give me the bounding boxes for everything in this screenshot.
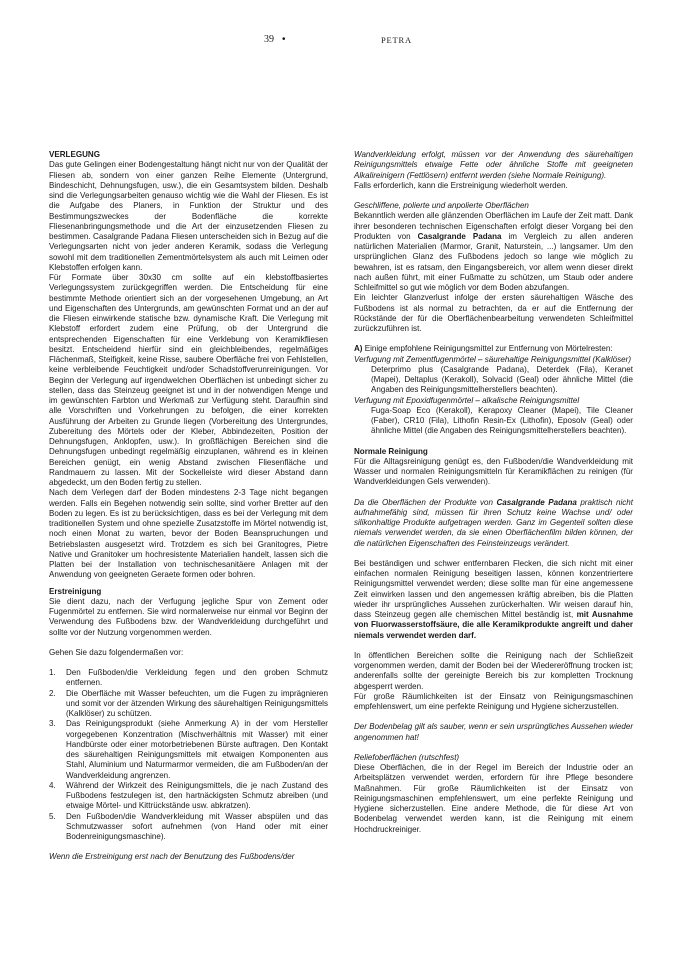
steps-list [49,668,328,842]
list-item: 2. Die Oberfläche mit Wasser befeuchten, um die Fugen zu imprägnieren und somit vor der ätzenden Wirkung des säurehaltigen Reinigungsmittels (Kalklöser) zu schützen. [49,688,328,718]
page-number: 39 [264,34,274,45]
list-item: 1. Den Fußboden/die Verkleidung fegen und den groben Schmutz entfernen. [49,668,328,688]
paragraph: Nach dem Verlegen darf der Boden mindestens 2-3 Tage nicht begangen werden. Falls ein Begehen notwendig sein sollte, sind vorher Bretter auf den Boden zu legen. Es ist zu berücksichtigen, dass es bei der Verlegung mit dem traditionellen System und ohne spezielle Zusatzstoffe im Mörtel notwendig ist, noch einen Monat zu warten, bevor der Boden Beanspruchungen und Betriebslasten ausgesetzt wird. Trotzdem es sich bei Granitogres, Pietre Native und Granitoker um hochresistente Materialien handelt, lassen sich die Platten bei der Installation von technischesanitäere Anlagen mit der Anwendung von geeigneten Geraete formen oder bohren. [49,488,328,580]
paragraph: Wenn die Erstreinigung erst nach der Benutzung des Fußbodens/der [49,852,295,862]
section-title-erstreinigung: Erstreinigung [49,586,102,596]
paragraph: Für Formate über 30x30 cm sollte auf ein klebstoffbasiertes Verlegungssystem zurückgegriffen werden. Die Entscheidung für eine bestimmte Methode orientiert sich an der vorgesehenen Umgebung, an Art und Eigenschaften des Untergrunds, am gewünschten Format und an der auf die Fliesen einwirkende statische bzw. dynamische Kraft. Die Verlegung mit Klebstoff erfordert zudem eine Prüfung, ob der Untergrund die entsprechenden Eigenschaften für eine Verklebung von Keramikfliesen besitzt. Entscheidend hierfür sind ein gleichbleibendes, regelmäßiges Flächenmaß, Steifigkeit, keine Risse, saubere Oberfläche frei von Fehlstellen, keine verbleibende Feuchtigkeit und/oder Schadstoffverunreinigungen. Vor Beginn der Verlegung auf irgendwelchen Oberflächen ist unbedingt sicher zu stellen, dass das Steinzeug geeignet ist und in der notwendigen Menge und im gewünschten Farbton und Werkmaß zur Verfügung steht. Daraufhin sind alle Vorschriften und Vorkehrungen zu befolgen, die einer korrekten Ausführung der Arbeiten zu Grunde liegen (Vorbereitung des Untergrundes, Zubereitung des Mörtels oder der Kleber, Abbindezeiten, Position der Dehnungsfugen, Anklopfen, usw.). In großflächigen Bereichen sind die Dehnungsfugen unbedingt regelmäßig einzuplanen, während es in kleinen Bereichen genügt, ein wenig Abstand zwischen Fliesenfläche und Randmauern zu lassen. Mit der Sockelleiste wird dieser Abstand dann abgedeckt, um den Boden fertig zu stellen. [49,273,328,487]
paragraph: Bei beständigen und schwer entfernbaren Flecken, die sich nicht mit einer einfachen normalen Reinigung beseitigen lassen, können konzentriertere Reinigungsmittel verwendet werden; diese sollte man für eine angemessene Zeit einwirken lassen und den angemessen kräftig abreiben, bis die Platten wieder ihr ursprüngliches Aussehen zurückerhalten. Wir weisen darauf hin, dass Steinzeug gegen alle chemischen Mittel beständig ist, mit Ausnahme von Fluorwasserstoffsäure, die alle Keramikprodukte angreift und daher niemals verwendet werden darf. [354,558,633,640]
list-item: 4. Während der Wirkzeit des Reinigungsmittels, die je nach Zustand des Fußbodens festzulegen ist, den hartnäckigsten Schmutz abreiben (und etwaige Mörtel- und Kittrückstände usw. abkratzen). [49,780,328,811]
paragraph: Deterprimo plus (Casalgrande Padana), Deterdek (Fila), Keranet (Mapei), Deltaplus (Kerakoll), Solvacid (Geal) oder ähnliche Mittel (die Angaben des Reinigungsmittelherstellers beachten). [371,364,633,395]
subsection-title-zement: Verfugung mit Zementfugenmörtel – säurehaltige Reinigungsmittel (Kalklöser) [354,354,632,364]
brand-name: PETRA [381,35,412,45]
list-item: 5. Den Fußboden/die Wandverkleidung mit Wasser abspülen und das Schmutzwasser sofort aufnehmen (von Hand oder mit einer Bodenreinigungsmaschine). [49,811,328,841]
page-header [0,34,678,48]
note-a: A) Einige empfohlene Reinigungsmittel zur Entfernung von Mörtelresten: [354,344,613,354]
header-separator: • [282,34,286,45]
subsection-title-polished: Geschliffene, polierte und anpolierte Oberflächen [354,201,529,210]
subsection-title-relief: Reliefoberflächen (rutschfest) [354,752,460,762]
section-title-verlegung: VERLEGUNG [49,150,100,159]
paragraph: Falls erforderlich, kann die Erstreinigung wiederholt werden. [354,180,568,190]
paragraph: Das gute Gelingen einer Bodengestaltung hängt nicht nur von der Qualität der Fliesen ab, sondern von einer ganzen Reihe Elemente (Untergrund, Bindeschicht, Dehnungsfugen, usw.), die ein Gesamtsystem bilden. Deshalb sind die Verlegungsarbeiten genauso wichtig wie die Wahl der Fliesen. Es ist die Aufgabe des Planers, in Funktion der Struktur und des Bestimmungszweckes der Bodenfläche die korrekte Fliesenanbringungsmethode und die Art der einzusetzenden Fliesen zu bestimmen. Casalgrande Padana Fliesen unterscheiden sich in Bezug auf die Verlegungsarten nicht von jeder anderen Keramik, sodass die Verlegung sowohl mit dem traditionellen Zementmörtelsystem als auch mit Leimen oder Klebstoffen erfolgen kann. [49,160,328,272]
paragraph: Der Bodenbelag gilt als sauber, wenn er sein ursprüngliches Aussehen wieder angenommen hat! [354,722,633,742]
paragraph: Da die Oberflächen der Produkte von Casalgrande Padana praktisch nicht aufnahmefähig sind, müssen für ihren Schutz keine Wachse und/ oder silikonhaltige Produkte aufgetragen werden. Ganz im Gegenteil sollten diese niemals verwendet werden, da sie einen Oberflächenfilm bilden können, der die natürlichen Eigenschaften des Feinsteinzeugs verändert. [354,497,633,548]
paragraph: Diese Oberflächen, die in der Regel im Bereich der Industrie oder an Arbeitsplätzen verwendet werden, erfordern für ihre Pflege besondere Maßnahmen. Für große Räumlichkeiten ist der Einsatz von Reinigungsmaschinen empfehlenswert, um eine perfekte Reinigung und Hygiene sicherzustellen. Eine andere Methode, die für diese Art von Bodenbelag verwendet werden kann, ist die Reinigung mit einem Hochdruckreiniger. [354,763,633,834]
right-column [354,150,633,835]
section-title-normale-reinigung: Normale Reinigung [354,446,428,456]
paragraph: Gehen Sie dazu folgendermaßen vor: [49,647,184,657]
list-item: 3. Das Reinigungsprodukt (siehe Anmerkung A) in der vom Hersteller vorgegebenen Konzentration (Mischverhältnis mit Wasser) mit einer Handbürste oder einer motorbetriebenen Bürste auftragen. Den Kontakt des säurehaltigen Reinigungsmittels mit etwaigen Komponenten aus Stahl, Aluminium und Naturmarmor vermeiden, die am Fußboden/an der Wandverkleidung angrenzen. [49,719,328,780]
paragraph: Sie dient dazu, nach der Verfugung jegliche Spur von Zement oder Fugenmörtel zu entfernen. Sie wird normalerweise nur einmal vor Beginn der Verwendung des Fußbodens bzw. der Wandverkleidung durchgeführt und sollte vor der Nutzung vorgenommen werden. [49,596,328,637]
paragraph: Bekanntlich werden alle glänzenden Oberflächen im Laufe der Zeit matt. Dank ihrer besonderen technischen Eigenschaften erfolgt dieser Vorgang bei den Produkten von Casalgrande Padana im Vergleich zu allen anderen natürlichen Materialien (Marmor, Granit, Naturstein, ...) langsamer. Um den ursprünglichen Glanz des Fußbodens jedoch so lange wie möglich zu bewahren, ist es ratsam, den Eingangsbereich, vor allem wenn dieser direkt nach außen führt, mit einer Fußmatte zu schützen, um Staub oder andere Schleifmittel so gut wie möglich vor dem Boden abzufangen. [354,211,633,292]
subsection-title-epoxid: Verfugung mit Epoxidfugenmörtel – alkalische Reinigungsmittel [354,395,580,405]
paragraph: Wandverkleidung erfolgt, müssen vor der Anwendung des säurehaltigen Reinigungsmittels etwaige Fette oder ähnliche Stoffe mit geeigneten Alkalireinigern (Fettlösern) entfernt werden (siehe Normale Reinigung). [354,150,633,180]
paragraph: Für die Alltagsreinigung genügt es, den Fußboden/die Wandverkleidung mit Wasser und normalen Reinigungsmitteln für Keramikflächen zu reinigen (für Wandverkleidungen Gels verwenden). [354,456,633,487]
paragraph: Fuga-Soap Eco (Kerakoll), Kerapoxy Cleaner (Mapei), Tile Cleaner (Faber), CR10 (Fila), Lithofin Resin-Ex (Lithofin), Eposolv (Geal) oder ähnliche Mittel (die Angaben des Reinigungsmittelherstellers beachten). [371,405,633,436]
left-column [49,150,328,863]
paragraph: In öffentlichen Bereichen sollte die Reinigung nach der Schließzeit vorgenommen werden, damit der Boden bei der Wiedereröffnung trocken ist; anderenfalls sollte der gereinigte Bereich bis zur kompletten Trocknung abgesperrt werden. [354,650,633,691]
paragraph: Für große Räumlichkeiten ist der Einsatz von Reinigungsmaschinen empfehlenswert, um eine perfekte Reinigung und Hygiene sicherzustellen. [354,691,633,711]
paragraph: Ein leichter Glanzverlust infolge der ersten säurehaltigen Wäsche des Fußbodens ist als normal zu betrachten, da er auf die Entfernung der Rückstände der für die Oberflächenbearbeitung verwendeten Schleifmittel zurückzuführen ist. [354,293,633,333]
